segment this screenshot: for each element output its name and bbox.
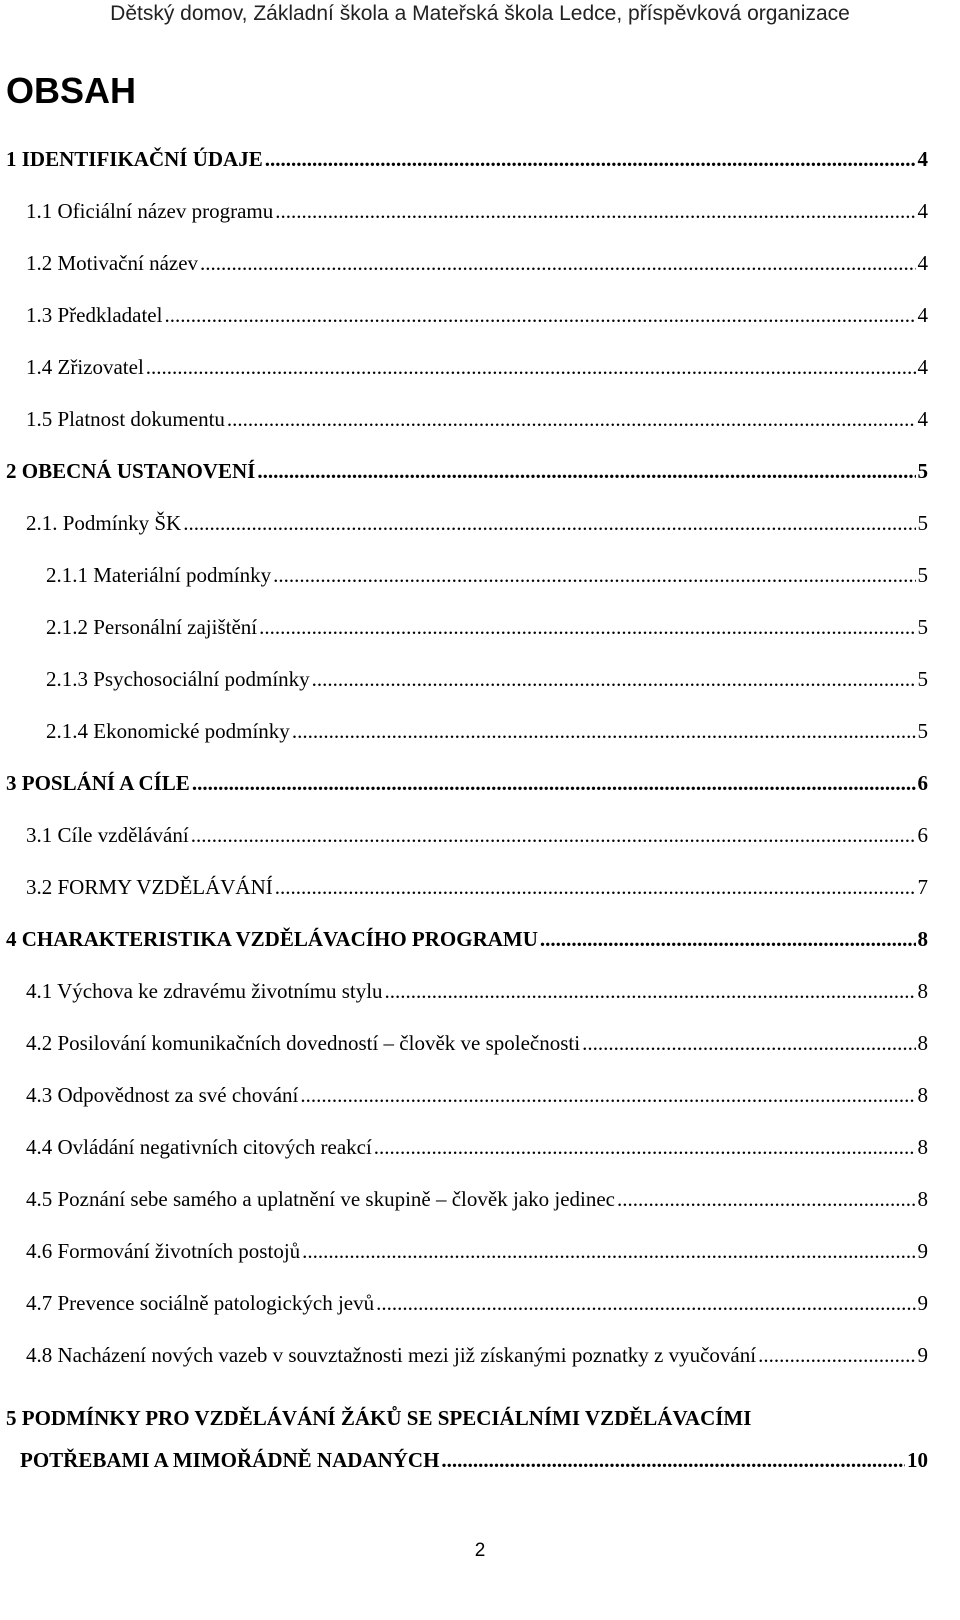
toc-entry-5[interactable]: [20, 1446, 928, 1474]
toc-entry-label: 4.6 Formování životních postojů: [26, 1239, 301, 1263]
toc-entry-5-line1[interactable]: 5 PODMÍNKY PRO VZDĚLÁVÁNÍ ŽÁKŮ SE SPECIÁLNÍMI VZDĚLÁVACÍMI: [6, 1406, 752, 1430]
toc-entry[interactable]: [6, 457, 928, 485]
leader-dots: [302, 1237, 915, 1265]
toc-entry-label: 3 POSLÁNÍ A CÍLE: [6, 771, 190, 795]
toc-entry-label: 3.1 Cíle vzdělávání: [26, 823, 189, 847]
toc-entry-label: 2 OBECNÁ USTANOVENÍ: [6, 459, 256, 483]
toc-entry[interactable]: [26, 1237, 928, 1265]
toc-entry[interactable]: [26, 197, 928, 225]
toc-entry[interactable]: [26, 1341, 928, 1369]
leader-dots: [227, 405, 916, 433]
leader-dots: [257, 457, 915, 485]
toc-entry-label: 1.4 Zřizovatel: [26, 355, 144, 379]
toc-entry-label: 4.2 Posilování komunikačních dovedností – člověk ve společnosti: [26, 1031, 581, 1055]
leader-dots: [146, 353, 916, 381]
toc-entry[interactable]: [26, 1133, 928, 1161]
leader-dots: [200, 249, 915, 277]
leader-dots: [540, 925, 916, 953]
toc-entry[interactable]: [6, 769, 928, 797]
leader-dots: [312, 665, 916, 693]
toc-entry[interactable]: [6, 925, 928, 953]
toc-entry-label: 2.1.3 Psychosociální podmínky: [46, 667, 310, 691]
toc-entry[interactable]: [46, 665, 928, 693]
toc-entry-label: 2.1.1 Materiální podmínky: [46, 563, 272, 587]
leader-dots: [183, 509, 915, 537]
toc-entry-page: 10: [907, 1448, 928, 1472]
leader-dots: [275, 873, 916, 901]
leader-dots: [273, 561, 915, 589]
toc-entry[interactable]: [26, 1081, 928, 1109]
toc-entry-page: 5: [917, 459, 928, 483]
toc-entry[interactable]: [26, 821, 928, 849]
toc-entry[interactable]: [26, 873, 928, 901]
leader-dots: [164, 301, 915, 329]
toc-entry[interactable]: [26, 1289, 928, 1317]
toc-entry-page: 5: [917, 719, 928, 743]
leader-dots: [191, 821, 916, 849]
toc-entry[interactable]: [46, 717, 928, 745]
toc-entry-page: 6: [917, 771, 928, 795]
toc-entry-label: 1 IDENTIFIKAČNÍ ÚDAJE: [6, 147, 263, 171]
page-header: Dětský domov, Základní škola a Mateřská škola Ledce, příspěvková organizace: [110, 2, 850, 25]
leader-dots: [300, 1081, 915, 1109]
toc-entry-label: 4.5 Poznání sebe samého a uplatnění ve skupině – člověk jako jedinec: [26, 1187, 615, 1211]
toc-title: OBSAH: [6, 70, 137, 111]
leader-dots: [758, 1341, 915, 1369]
toc-entry-page: 4: [917, 199, 928, 223]
toc-entry-page: 8: [917, 1031, 928, 1055]
toc-entry-label: 2.1. Podmínky ŠK: [26, 511, 182, 535]
toc-entry[interactable]: [26, 249, 928, 277]
toc-entry-page: 4: [917, 251, 928, 275]
toc-entry-label: 1.1 Oficiální název programu: [26, 199, 274, 223]
toc-entry-page: 4: [917, 355, 928, 379]
leader-dots: [582, 1029, 915, 1057]
toc-entry-page: 8: [917, 979, 928, 1003]
toc-entry-page: 5: [917, 615, 928, 639]
toc-entry-label: 4.8 Nacházení nových vazeb v souvztažnosti mezi již získanými poznatky z vyučování: [26, 1343, 757, 1367]
toc-entry-page: 6: [917, 823, 928, 847]
toc-entry-label: 4.1 Výchova ke zdravému životnímu stylu: [26, 979, 383, 1003]
leader-dots: [385, 977, 916, 1005]
toc-entry-page: 4: [917, 303, 928, 327]
toc-entry-label: 2.1.4 Ekonomické podmínky: [46, 719, 290, 743]
toc-entry[interactable]: [26, 1185, 928, 1213]
toc-entry[interactable]: [26, 301, 928, 329]
leader-dots: [259, 613, 915, 641]
toc-entry-label: 4.7 Prevence sociálně patologických jevů: [26, 1291, 375, 1315]
toc-entry-page: 4: [917, 407, 928, 431]
leader-dots: [441, 1446, 905, 1474]
toc-entry-page: 8: [917, 1083, 928, 1107]
leader-dots: [617, 1185, 916, 1213]
toc-entry-page: 8: [917, 1187, 928, 1211]
toc-entry-page: 9: [917, 1343, 928, 1367]
toc-entry-label: POTŘEBAMI A MIMOŘÁDNĚ NADANÝCH: [20, 1448, 440, 1472]
leader-dots: [292, 717, 916, 745]
toc-entry-label: 4.4 Ovládání negativních citových reakcí: [26, 1135, 372, 1159]
leader-dots: [275, 197, 915, 225]
page-number: 2: [474, 1540, 486, 1561]
toc-entry-label: 1.3 Předkladatel: [26, 303, 163, 327]
toc-entry-page: 9: [917, 1239, 928, 1263]
toc-entry-page: 7: [917, 875, 928, 899]
toc-entry-page: 8: [917, 1135, 928, 1159]
toc-entry-label: 1.2 Motivační název: [26, 251, 199, 275]
toc-entry[interactable]: [26, 1029, 928, 1057]
toc-entry-label: 1.5 Platnost dokumentu: [26, 407, 225, 431]
toc-entry-label: 2.1.2 Personální zajištění: [46, 615, 258, 639]
toc-entry[interactable]: [26, 405, 928, 433]
toc-entry-page: 5: [917, 563, 928, 587]
toc-entry-label: 4.3 Odpovědnost za své chování: [26, 1083, 299, 1107]
toc-entry-label: 3.2 FORMY VZDĚLÁVÁNÍ: [26, 875, 273, 899]
leader-dots: [265, 145, 916, 173]
toc-entry-page: 4: [917, 147, 928, 171]
toc-entry-label: 4 CHARAKTERISTIKA VZDĚLÁVACÍHO PROGRAMU: [6, 927, 538, 951]
toc-entry[interactable]: [26, 977, 928, 1005]
toc-entry-page: 8: [917, 927, 928, 951]
toc-entry-page: 5: [917, 667, 928, 691]
leader-dots: [376, 1289, 915, 1317]
toc-entry[interactable]: [26, 353, 928, 381]
toc-entry[interactable]: [46, 613, 928, 641]
toc-entry-page: 5: [917, 511, 928, 535]
leader-dots: [192, 769, 916, 797]
leader-dots: [374, 1133, 916, 1161]
toc-entry[interactable]: [26, 509, 928, 537]
toc-entry[interactable]: [6, 145, 928, 173]
toc-entry[interactable]: [46, 561, 928, 589]
toc-entry-page: 9: [917, 1291, 928, 1315]
